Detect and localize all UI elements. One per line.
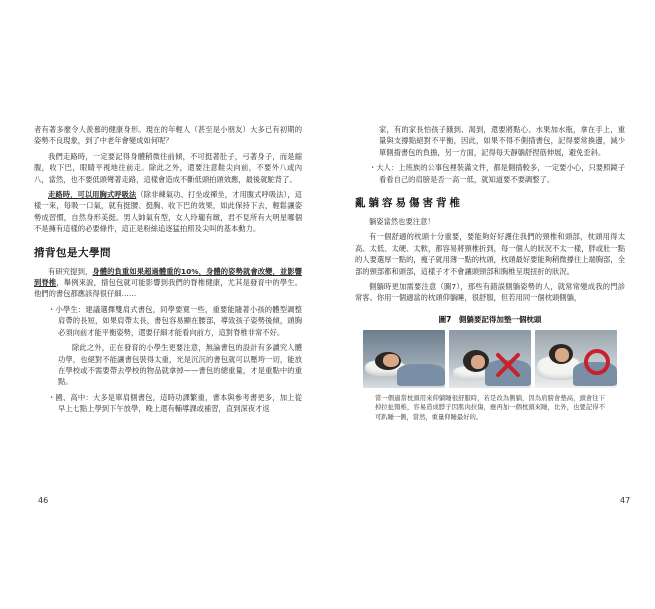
bullet-adult: ・大人：上班族的公事包裡裝滿文件，都是側揹較多，一定要小心，只要照鏡子看看自己的肩膀是否一高一低，就知道要不要調整了。 (369, 163, 625, 184)
walking-paragraph: 我們走路時，一定要記得身體稍微往前傾，不可挺著肚子，弓著身子，而是縮腹，收下巴，眼睛平視地往前走。除此之外，還要注意鞋尖向前，不要外八或內八，當然，也不要低頭彎著走路，這樣會造成不斷低頭拍頭效應，最後就駝背了。 (34, 151, 302, 184)
highschool-continuation: 家，有的家長怕孩子餓到、渴到，還要將點心、水果加水瓶，拿在手上，重量與支撐點絕對不平衡，因此，如果不得不側揹書包，記得要常換邊，減少單側揹書包的負擔，另一方面，記得每天靜躺舒捏筋伸展，避免歪斜。 (379, 125, 625, 157)
right-column (355, 124, 625, 422)
left-intro: 者有著多麼令人羨慕的健康身形。現在的年輕人（甚至是小朋友）大多已有初期的姿勢不良現象，到了中老年會變成如何呢？ (34, 125, 302, 146)
photo-side-sleeping-correct (535, 330, 617, 388)
section-title-backpack: 揹背包是大學問 (34, 246, 111, 259)
backpack-emphasis: 身體的負重如果超過體重的10%，身體的姿勢就會改變，並影響到脊椎 (34, 266, 303, 288)
side-sleep-paragraph: 側躺時更加需要注意（圖7），那些有錯誤側躺姿勢的人，就常常變成我的門診常客。你用一個適當的枕頭仰躺睡，很舒服，但若用同一個枕頭側躺， (355, 282, 625, 303)
page-number-right: 47 (620, 496, 631, 505)
bullet-elementary: ・小學生：建議選擇雙肩式書包，同學要寬一些，重要能隨著小孩的體型調整肩帶的長短，如果肩帶太長，書包容易顯在腰部，導致孩子姿勢後傾，頭胸必須向前才能平衡姿勢，還要仔細才能看向前方，這對脊椎非常不好。 (48, 304, 302, 337)
right-page (328, 0, 655, 609)
figure-photos (355, 330, 625, 388)
left-column (34, 124, 302, 419)
backpack-paragraph (34, 266, 302, 300)
page-number-left: 46 (38, 496, 49, 505)
lying-intro: 躺姿當然也要注意！ (369, 217, 435, 227)
figure-title: 圖7 側躺要記得加墊一個枕頭 (438, 314, 542, 324)
pillow-paragraph: 有一個舒適的枕頭十分重要，要能夠好好護住我們的頸椎和頭部，枕頭用得太高、太低、太硬、太軟，都容易將頸椎折到，每一個人的狀況不太一樣，胖或壯一點的人要選厚一點的，瘦子就用薄一點的枕頭，枕頭最好要能夠稍微撐住上端胸部，全部的頸部都和頭部，這樣子才不會讓頭頸部和胸椎呈現扭折的狀況。 (355, 232, 625, 276)
correct-circle-icon (583, 348, 611, 376)
section-title-lying: 亂躺容易傷害背椎 (355, 197, 463, 210)
photo-side-sleeping-wrong (449, 330, 531, 388)
figure-caption: 當一個適當枕頭用來仰躺睡很舒服時，若是改為側躺，因為肩膀會墊高，頭會往下掉拉扯頸椎，容易造成脖子因肌肉拉傷，應再加一個枕頭來睡，比外，也要記得不可趴睡一側，當然，重量仰睡最好的。 (375, 394, 605, 421)
wrong-x-icon (495, 352, 521, 378)
backpack-rest: ，舉例來說，揹包包就可能影響到我們的脊椎健康，尤其是發育中的學生。他們的書包都應該得很仔細…… (34, 278, 303, 299)
bullet-highschool: ・國、高中：大多是單肩側書包，這時功課繁重，書本與參考書更多，加上從早上七點上學到下午放學，晚上還有輔導課或補習，直到深夜才返 (48, 392, 302, 414)
backpack-lead: 有研究提到， (48, 266, 93, 276)
left-page (0, 0, 327, 609)
breathing-emphasis: 走路時，可以用胸式呼吸法 (48, 190, 137, 200)
photo-back-sleeping (363, 330, 445, 388)
breathing-paragraph (34, 189, 302, 235)
breathing-text: （除非練氣功、打坐或禪坐，才用腹式呼吸法），這樣一來，每吸一口氣，就有挺腰、挺胸、收下巴的效果，如此保持下去，輕鬆讓姿勢成習慣，自然身形美挺。男人帥氣有型，女人玲瓏有緻，君不見所有大明星哪個不是擁有這樣的必要條件，這正是粉絲追逐猛拍照及尖叫的基本動力。 (34, 190, 302, 234)
bullet-elementary-sub: 除此之外，正在發育的小學生更要注意，無論書包的設計有多讀究人體功學，也絕對不能讓書包裝得太重，光是沉沉的書包就可以壓垮一切，能放在學校或不需要帶去學校的物品就拿掉——書包的總重量，才是重點中的重點。 (58, 343, 302, 387)
